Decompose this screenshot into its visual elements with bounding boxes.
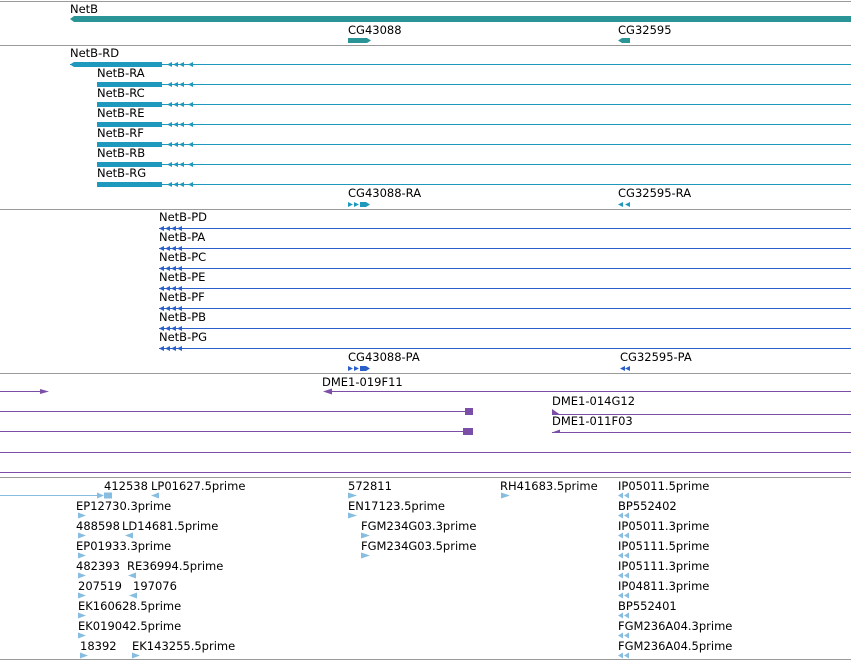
transcript-track — [70, 46, 851, 207]
clone-end-marker — [323, 389, 332, 395]
est-ip05111-3prime[interactable] — [618, 559, 709, 579]
protein-label: CG43088-PA — [348, 350, 420, 364]
est-label: 18392 — [80, 639, 117, 653]
gene-cg32595[interactable] — [618, 23, 672, 43]
protein-label: NetB-PC — [159, 250, 207, 264]
est-bp552402[interactable] — [618, 499, 677, 519]
est-18392[interactable] — [80, 639, 117, 659]
est-fgm234g03-5prime[interactable] — [361, 539, 476, 559]
transcript-netb-rc[interactable] — [97, 86, 851, 107]
est-feature — [125, 533, 133, 539]
est-feature — [361, 533, 370, 539]
est-feature — [132, 653, 140, 659]
transcript-label: NetB-RA — [97, 66, 145, 80]
transcript-netb-rg[interactable] — [97, 166, 851, 187]
est-feature — [618, 533, 629, 539]
est-feature — [618, 553, 629, 559]
transcript-small-exons — [167, 162, 193, 167]
protein-label: CG32595-PA — [620, 350, 692, 364]
transcript-netb-rb[interactable] — [97, 146, 851, 167]
protein-cg32595-pa[interactable] — [620, 350, 692, 371]
est-ep01933-3prime[interactable] — [76, 539, 171, 559]
est-rh41683-5prime[interactable] — [500, 479, 598, 499]
est-label: IP05011.3prime — [618, 519, 710, 533]
transcript-label: NetB-RB — [97, 146, 146, 160]
est-feature — [618, 573, 629, 579]
clone-row-3-left[interactable] — [0, 428, 473, 435]
est-lp01627-5prime[interactable] — [151, 479, 245, 499]
est-label: FGM236A04.3prime — [618, 619, 733, 633]
protein-label: NetB-PE — [159, 270, 206, 284]
est-en17123-5prime[interactable] — [348, 499, 445, 519]
protein-netb-pf[interactable] — [159, 290, 851, 311]
transcript-netb-re[interactable] — [97, 106, 851, 127]
transcript-label: NetB-RG — [97, 166, 147, 180]
est-feature — [618, 493, 629, 499]
est-label: EN17123.5prime — [348, 499, 445, 513]
est-ek160628-5prime[interactable] — [78, 599, 181, 619]
est-fgm236a04-3prime[interactable] — [618, 619, 732, 639]
est-label: EP01933.3prime — [76, 539, 172, 553]
est-label: EP12730.3prime — [76, 499, 172, 513]
protein-label: NetB-PB — [159, 310, 207, 324]
transcript-exon — [97, 182, 162, 187]
est-label: BP552402 — [618, 499, 677, 513]
est-fgm234g03-3prime[interactable] — [361, 519, 476, 539]
est-label: FGM234G03.5prime — [361, 539, 477, 553]
est-feature — [618, 633, 629, 639]
protein-netb-pd[interactable] — [159, 210, 851, 231]
est-ip05011-5prime[interactable] — [618, 479, 709, 499]
est-label: 572811 — [348, 479, 392, 493]
transcript-small-exons — [167, 142, 193, 147]
est-label: RH41683.5prime — [500, 479, 598, 493]
est-ld14681-5prime[interactable] — [122, 519, 218, 539]
est-feature — [78, 513, 86, 519]
est-feature — [618, 653, 629, 659]
transcript-label: NetB-RD — [70, 46, 120, 60]
est-feature — [78, 533, 86, 539]
clone-track — [0, 375, 851, 473]
protein-cds-segments — [620, 366, 630, 371]
est-label: IP05011.5prime — [618, 479, 710, 493]
est-feature — [78, 613, 86, 619]
gene-cg43088[interactable] — [348, 23, 402, 43]
est-feature — [618, 613, 629, 619]
protein-cds-segments — [348, 366, 370, 371]
est-ip04811-3prime[interactable] — [618, 579, 709, 599]
clone-label: DME1-011F03 — [552, 414, 633, 428]
est-feature — [97, 493, 112, 499]
gene-feature-cg32595[interactable] — [618, 38, 630, 43]
clone-end-marker — [40, 389, 49, 394]
est-572811[interactable] — [348, 479, 392, 499]
transcript-netb-ra[interactable] — [97, 66, 851, 87]
est-bp552401[interactable] — [618, 599, 677, 619]
protein-netb-pg[interactable] — [159, 330, 851, 351]
protein-netb-pa[interactable] — [159, 230, 851, 251]
protein-cg43088-pa[interactable] — [348, 350, 420, 371]
protein-track — [159, 210, 851, 371]
est-re36994-5prime[interactable] — [127, 559, 223, 579]
est-label: 197076 — [133, 579, 177, 593]
transcript-netb-rf[interactable] — [97, 126, 851, 147]
protein-label: NetB-PD — [159, 210, 208, 224]
est-label: 482393 — [76, 559, 120, 573]
protein-label: NetB-PG — [159, 330, 208, 344]
est-207519[interactable] — [78, 579, 122, 599]
est-ip05011-3prime[interactable] — [618, 519, 709, 539]
est-feature — [78, 553, 86, 559]
clone-dme1-014g12[interactable] — [552, 394, 851, 415]
est-197076[interactable] — [129, 579, 177, 599]
transcript-label: NetB-RE — [97, 106, 145, 120]
transcript-small-exons — [167, 102, 193, 107]
transcript-small-exons — [167, 122, 193, 127]
protein-label: NetB-PF — [159, 290, 205, 304]
clone-dme1-019f11[interactable] — [322, 375, 851, 395]
est-feature — [151, 493, 159, 499]
transcript-label: CG32595-RA — [618, 186, 692, 200]
est-label: 207519 — [78, 579, 122, 593]
gene-track — [70, 2, 851, 43]
transcript-small-exons — [167, 62, 193, 67]
clone-end-marker — [465, 408, 473, 415]
gene-label-cg32595: CG32595 — [618, 23, 672, 37]
gene-feature-netb[interactable] — [70, 16, 851, 22]
est-label: EK019042.5prime — [78, 619, 182, 633]
transcript-exons — [348, 202, 370, 207]
est-label: IP05111.5prime — [618, 539, 710, 553]
est-feature — [78, 593, 86, 599]
transcript-small-exons — [167, 182, 193, 187]
est-ip05111-5prime[interactable] — [618, 539, 709, 559]
clone-row-2-left[interactable] — [0, 408, 473, 415]
transcript-label: NetB-RF — [97, 126, 144, 140]
est-482393[interactable] — [76, 559, 120, 579]
clone-row-1[interactable] — [0, 389, 49, 394]
est-feature — [348, 493, 357, 499]
transcript-cg32595-ra[interactable] — [618, 186, 691, 207]
est-label: LP01627.5prime — [151, 479, 246, 493]
est-label: EK160628.5prime — [78, 599, 182, 613]
est-feature — [501, 493, 510, 499]
clone-label: DME1-014G12 — [552, 394, 636, 408]
clone-dme1-011f03[interactable] — [552, 414, 851, 433]
est-label: 412538 — [104, 479, 148, 493]
gene-label-netb: NetB — [70, 2, 99, 16]
protein-netb-pb[interactable] — [159, 310, 851, 331]
est-label: LD14681.5prime — [122, 519, 219, 533]
est-label: IP04811.3prime — [618, 579, 710, 593]
est-412538[interactable] — [97, 479, 148, 499]
gene-feature-cg43088[interactable] — [348, 38, 371, 43]
est-feature — [80, 653, 88, 659]
est-track — [0, 479, 732, 659]
gene-netb[interactable] — [70, 2, 851, 22]
est-label: FGM236A04.5prime — [618, 639, 733, 653]
transcript-exons — [618, 202, 630, 207]
est-feature — [78, 573, 86, 579]
est-ek143255-5prime[interactable] — [132, 639, 235, 659]
est-feature — [348, 513, 357, 519]
est-feature — [618, 593, 629, 599]
est-label: EK143255.5prime — [132, 639, 236, 653]
est-feature — [78, 633, 86, 639]
transcript-label: CG43088-RA — [348, 186, 422, 200]
clone-end-marker — [463, 428, 473, 435]
est-feature — [618, 513, 629, 519]
est-ep12730-3prime[interactable] — [76, 499, 171, 519]
est-label: IP05111.3prime — [618, 559, 710, 573]
est-label: FGM234G03.3prime — [361, 519, 477, 533]
protein-netb-pe[interactable] — [159, 270, 851, 291]
est-ek019042-5prime[interactable] — [78, 619, 181, 639]
transcript-small-exons — [167, 82, 193, 87]
gene-label-cg43088: CG43088 — [348, 23, 402, 37]
est-feature — [128, 573, 136, 579]
est-fgm236a04-5prime[interactable] — [618, 639, 732, 659]
clone-label: DME1-019F11 — [322, 375, 403, 389]
transcript-netb-rd[interactable] — [70, 46, 851, 67]
est-label: RE36994.5prime — [127, 559, 224, 573]
est-feature — [361, 553, 370, 559]
transcript-label: NetB-RC — [97, 86, 145, 100]
est-488598[interactable] — [76, 519, 120, 539]
protein-label: NetB-PA — [159, 230, 206, 244]
est-feature — [129, 593, 137, 599]
est-label: BP552401 — [618, 599, 677, 613]
transcript-cg43088-ra[interactable] — [348, 186, 421, 207]
est-label: 488598 — [76, 519, 120, 533]
protein-netb-pc[interactable] — [159, 250, 851, 271]
